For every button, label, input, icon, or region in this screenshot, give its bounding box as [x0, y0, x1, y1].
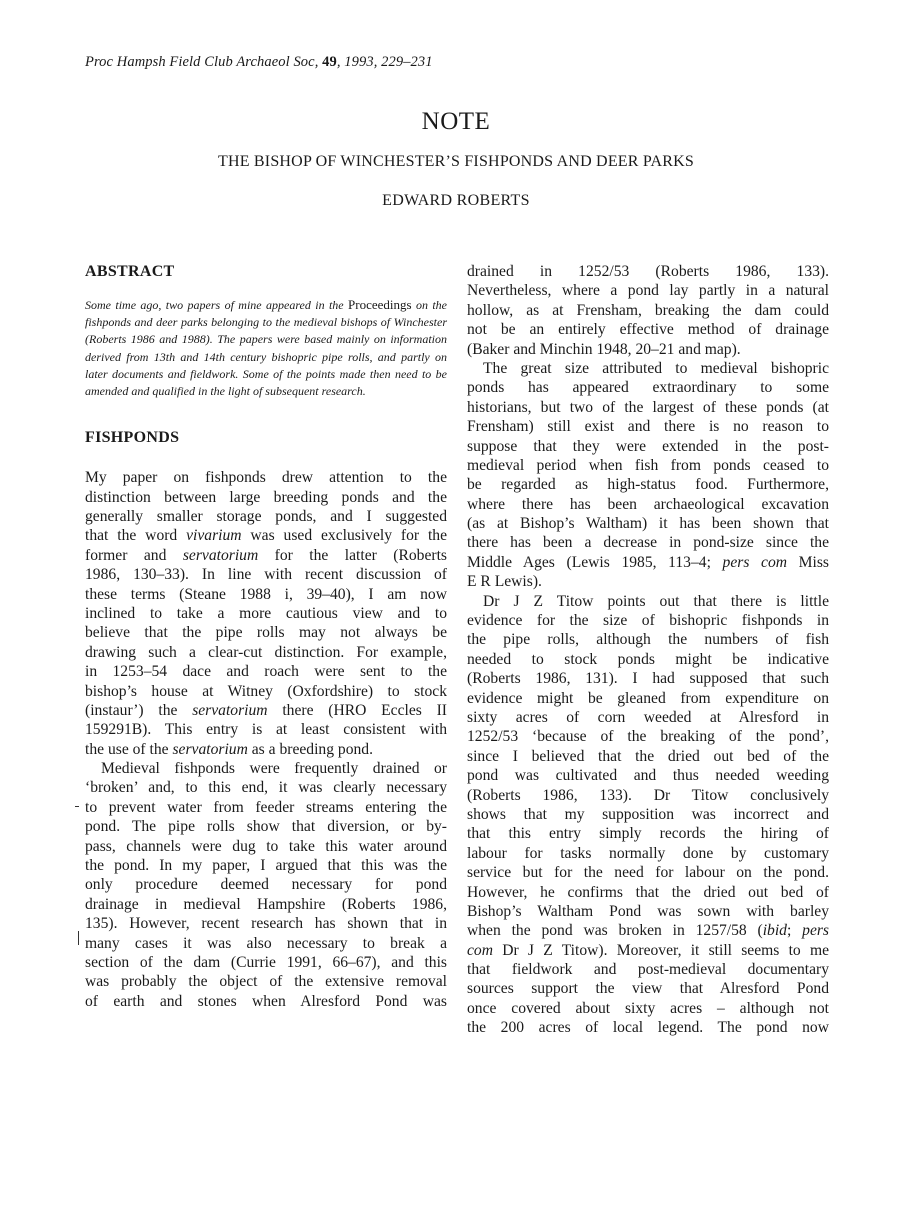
- text-line: evidence for the size of bishopric fishponds in: [467, 612, 829, 630]
- text-line: Frensham) still exist and there is no reason to: [467, 418, 829, 436]
- journal-citation: [85, 54, 433, 71]
- abstract-text: [85, 296, 447, 400]
- text-line: that the word vivarium was used exclusively for the: [85, 527, 447, 545]
- text-line: (as at Bishop’s Waltham) it has been shown that: [467, 515, 829, 533]
- text-line: Bishop’s Waltham Pond was sown with barley: [467, 902, 829, 920]
- text-line: com Dr J Z Titow). Moreover, it still seems to me: [467, 941, 829, 959]
- text-line: the pipe rolls, although the numbers of fish: [467, 631, 829, 649]
- text-line: ‘broken’ and, to this end, it was clearly necessary: [85, 779, 447, 797]
- text-line: that fieldwork and post-medieval documentary: [467, 961, 829, 979]
- text-line: drainage in medieval Hampshire (Roberts 1986,: [85, 895, 447, 913]
- text-line: Dr J Z Titow points out that there is little: [483, 592, 829, 610]
- text-line: evidence might be gleaned from expenditure on: [467, 689, 829, 707]
- text-line: pass, channels were dug to take this water around: [85, 837, 447, 855]
- text-line: drained in 1252/53 (Roberts 1986, 133).: [467, 263, 829, 280]
- text-line: there has been a decrease in pond-size since the: [467, 534, 829, 552]
- text-line: pond. The pipe rolls show that diversion, or by-: [85, 818, 447, 836]
- abstract-journal-ref: Proceedings: [348, 297, 412, 312]
- text-line: where there has been archaeological excavation: [467, 495, 829, 513]
- text-line: to prevent water from feeder streams entering the: [85, 798, 447, 816]
- text-line: bishop’s house at Witney (Oxfordshire) to stock: [85, 682, 447, 700]
- text-line: Medieval fishponds were frequently drained or: [101, 760, 447, 778]
- text-line: suppose that they were extended in the post-: [467, 437, 829, 455]
- text-line: pond was cultivated and thus needed weeding: [467, 767, 829, 785]
- text-line: hollow, as at Frensham, breaking the dam could: [467, 301, 829, 319]
- text-line: be regarded as high-status food. Furthermore,: [467, 476, 829, 494]
- paragraph: [85, 759, 447, 1011]
- paragraph: [467, 262, 829, 359]
- text-line: inclined to take a more cautious view and to: [85, 604, 447, 622]
- text-line: 135). However, recent research has shown that in: [85, 915, 447, 933]
- text-line: these terms (Steane 1988 i, 39–40), I am now: [85, 585, 447, 603]
- text-line: the pond. In my paper, I argued that this was the: [85, 857, 447, 875]
- text-line: believe that the pipe rolls may not always be: [85, 624, 447, 642]
- text-line: My paper on fishponds drew attention to the: [85, 469, 447, 487]
- text-line: (Baker and Minchin 1948, 20–21 and map).: [467, 340, 741, 358]
- margin-bar: [78, 931, 79, 945]
- text-line: (instaur’) the servatorium there (HRO Eccles II: [85, 701, 447, 719]
- abstract-text-part: on the fishponds and deer parks belonging to the medieval bishops of Winchester (Roberts 1986 and 1988). The papers were based mainly on information derived from 13th and 14th century bishopric pipe rolls, and partly on later documents and fieldwork. Some of the points made then need to be amended and qualified in the light of subsequent research.: [85, 298, 447, 399]
- text-line: Middle Ages (Lewis 1985, 113–4; pers com Miss: [467, 553, 829, 571]
- text-line: Nevertheless, where a pond lay partly in a natural: [467, 282, 829, 300]
- left-column: [85, 262, 447, 1011]
- text-line: 159291B). This entry is at least consistent with: [85, 721, 447, 739]
- right-column: [467, 262, 829, 1038]
- text-line: generally smaller storage ponds, and I suggested: [85, 508, 447, 525]
- text-line: E R Lewis).: [467, 573, 542, 591]
- text-line: However, he confirms that the dried out bed of: [467, 883, 829, 901]
- text-line: was probably the object of the extensive removal: [85, 973, 447, 991]
- text-line: of earth and stones when Alresford Pond was: [85, 992, 447, 1010]
- text-line: 1252/53 ‘because of the breaking of the pond’,: [467, 728, 829, 746]
- year-pages: , 1993, 229–231: [336, 54, 433, 70]
- abstract-heading: ABSTRACT: [85, 263, 175, 280]
- text-line: ponds has appeared extraordinary to some: [467, 379, 829, 397]
- text-line: in 1253–54 dace and roach were sent to the: [85, 663, 447, 681]
- text-line: labour for tasks normally done by customary: [467, 844, 829, 862]
- fishponds-heading: FISHPONDS: [85, 429, 180, 447]
- text-line: 1986, 130–33). In line with recent discussion of: [85, 566, 447, 584]
- paragraph: [85, 468, 447, 759]
- note-heading: NOTE: [421, 108, 491, 135]
- text-line: service but for the need for labour on the pond.: [467, 864, 829, 882]
- text-line: that this entry simply records the hiring of: [467, 825, 829, 843]
- author-name: EDWARD ROBERTS: [382, 192, 530, 209]
- paragraph: [467, 592, 829, 1038]
- article-title: THE BISHOP OF WINCHESTER’S FISHPONDS AND DEER PARKS: [218, 153, 694, 170]
- journal-name: Proc Hampsh Field Club Archaeol Soc,: [85, 54, 319, 70]
- text-line: sources support the view that Alresford Pond: [467, 980, 829, 998]
- text-line: many cases it was also necessary to break a: [85, 934, 447, 952]
- text-line: when the pond was broken in 1257/58 (ibid; pers: [467, 922, 829, 940]
- margin-mark: [75, 806, 79, 807]
- text-line: The great size attributed to medieval bishopric: [483, 359, 829, 377]
- text-line: only procedure deemed necessary for pond: [85, 876, 447, 894]
- text-line: the use of the servatorium as a breeding pond.: [85, 740, 374, 758]
- text-line: shows that my supposition was incorrect and: [467, 805, 829, 823]
- abstract-text-part: Some time ago, two papers of mine appeared in the: [85, 298, 349, 312]
- text-line: section of the dam (Currie 1991, 66–67), and this: [85, 953, 447, 971]
- text-line: sixty acres of corn weeded at Alresford in: [467, 708, 829, 726]
- text-line: not be an entirely effective method of drainage: [467, 321, 829, 339]
- text-line: distinction between large breeding ponds and the: [85, 488, 447, 506]
- text-line: former and servatorium for the latter (Roberts: [85, 546, 447, 564]
- text-line: (Roberts 1986, 133). Dr Titow conclusively: [467, 786, 829, 804]
- text-line: historians, but two of the largest of these ponds (at: [467, 398, 829, 416]
- text-line: medieval period when fish from ponds ceased to: [467, 456, 829, 474]
- paragraph: [467, 359, 829, 592]
- volume-number: 49: [322, 54, 337, 70]
- text-line: the 200 acres of local legend. The pond now: [467, 1019, 829, 1037]
- text-line: (Roberts 1986, 131). I had supposed that such: [467, 670, 829, 688]
- text-line: once covered about sixty acres – although not: [467, 999, 829, 1017]
- text-line: since I believed that the dried out bed of the: [467, 747, 829, 765]
- text-line: drawing such a clear-cut distinction. For example,: [85, 643, 447, 661]
- text-line: needed to stock ponds might be indicative: [467, 650, 829, 668]
